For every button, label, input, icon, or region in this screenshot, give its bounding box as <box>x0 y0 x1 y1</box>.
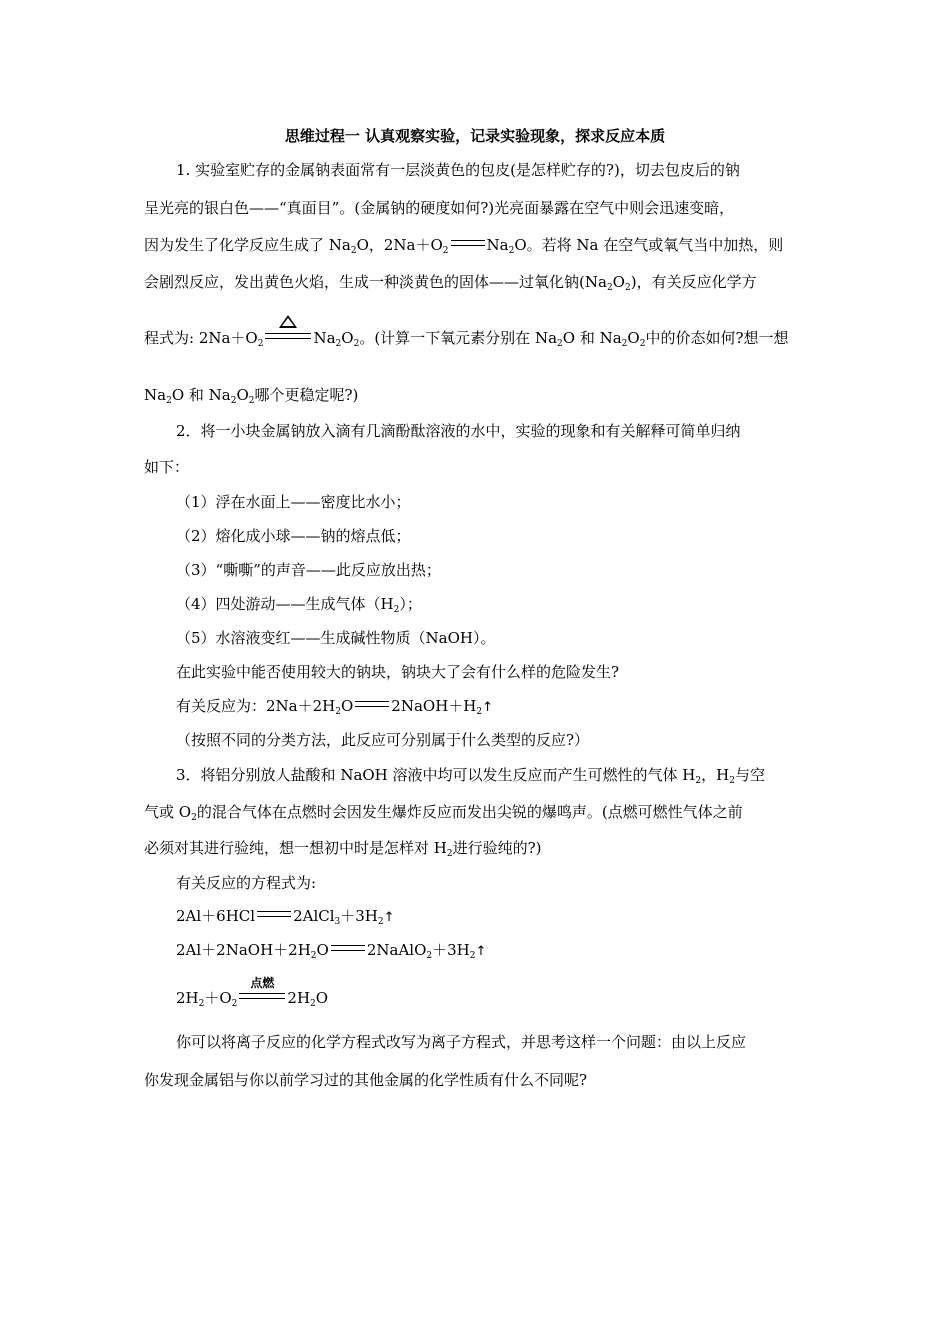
p1-line-4: 会剧烈反应，发出黄色火焰，生成一种淡黄色的固体——过氧化钠$(Na_2O_2)$，有关反应化学方 <box>144 273 757 293</box>
list-item-2: （2）熔化成小球——钠的熔点低； <box>176 527 411 545</box>
p2-line-1: 2．将一小块金属钠放入滴有几滴酚酞溶液的水中，实验的现象和有关解释可简单归纳 <box>176 422 741 440</box>
ignition-equals-sign <box>239 976 285 999</box>
list-item-4: （4）四处游动——生成气体$(H_2)$； <box>176 595 422 615</box>
equals-sign <box>451 240 485 246</box>
p2-question: 在此实验中能否使用较大的钠块，钠块大了会有什么样的危险发生? <box>176 663 620 681</box>
equation-1: 2Al＋6HCl $2AlCl_3+3H_2↑$ <box>176 907 395 927</box>
p2-line-2: 如下： <box>144 458 190 476</box>
heat-triangle-icon <box>279 315 297 328</box>
gas-arrow-icon: ↑ <box>475 944 487 959</box>
equation-2: $2Al+2NaOH+2H_2O$ $2NaAlO_2+3H_2↑$ <box>176 941 487 961</box>
p2-equation: 有关反应为：$2Na+2H_2O$ $2NaOH+H_2↑$ <box>176 697 494 717</box>
closing-line-2: 你发现金属铝与你以前学习过的其他金属的化学性质有什么不同呢? <box>144 1071 588 1089</box>
gas-arrow-icon: ↑ <box>383 910 395 925</box>
p3-line-1: 3．将铝分别放人盐酸和 NaOH 溶液中均可以发生反应而产生可燃性的气体 $H_2$，$H_2$与空 <box>176 766 765 786</box>
heating-equals-sign <box>265 333 311 339</box>
equals-sign <box>331 945 365 951</box>
list-item-5: （5）水溶液变红——生成碱性物质（NaOH）。 <box>176 629 496 647</box>
list-item-1: （1）浮在水面上——密度比水小； <box>176 493 411 511</box>
p3-line-2: 气或 $O_2$的混合气体在点燃时会因发生爆炸反应而发出尖锐的爆鸣声。(点燃可燃性气体之前 <box>144 803 743 823</box>
p1-line-1: 1. 实验室贮存的金属钠表面常有一层淡黄色的包皮(是怎样贮存的?)，切去包皮后的钠 <box>176 161 740 179</box>
ignition-condition: 点燃 <box>250 976 275 990</box>
p3-intro: 有关反应的方程式为: <box>176 874 317 892</box>
p1-line-2: 呈光亮的银白色——“真面目”。(金属钠的硬度如何?)光亮面暴露在空气中则会迅速变暗， <box>144 199 735 217</box>
equals-sign <box>257 911 291 917</box>
p1-line-3: 因为发生了化学反应生成了 $Na_2O$，$2Na+O_2$ $Na_2O$。若将 Na 在空气或氧气当中加热，则 <box>144 236 784 256</box>
gas-arrow-icon: ↑ <box>482 700 494 715</box>
section-title: 思维过程一 认真观察实验，记录实验现象，探求反应本质 <box>284 127 666 145</box>
closing-line-1: 你可以将离子反应的化学方程式改写为离子方程式，并思考这样一个问题：由以上反应 <box>176 1033 747 1051</box>
equation-3: $2H_2+O_2$ 点燃 $2H_2O$ <box>176 988 328 1008</box>
p1-line-5: 程式为: $2Na+O_2$ $Na_2O_2$。(计算一下氧元素分别在 $Na_2O$ 和 $Na_2O_2$中的价态如何?想一想 <box>144 328 789 348</box>
p1-line-6: $Na_2O$ 和 $Na_2O_2$哪个更稳定呢?) <box>144 386 359 406</box>
p3-line-3: 必须对其进行验纯，想一想初中时是怎样对 $H_2$进行验纯的?) <box>144 839 542 859</box>
list-item-3: （3）“嘶嘶”的声音——此反应放出热； <box>176 561 441 579</box>
equals-sign <box>355 701 389 707</box>
p2-note: （按照不同的分类方法，此反应可分别属于什么类型的反应?） <box>176 731 590 749</box>
